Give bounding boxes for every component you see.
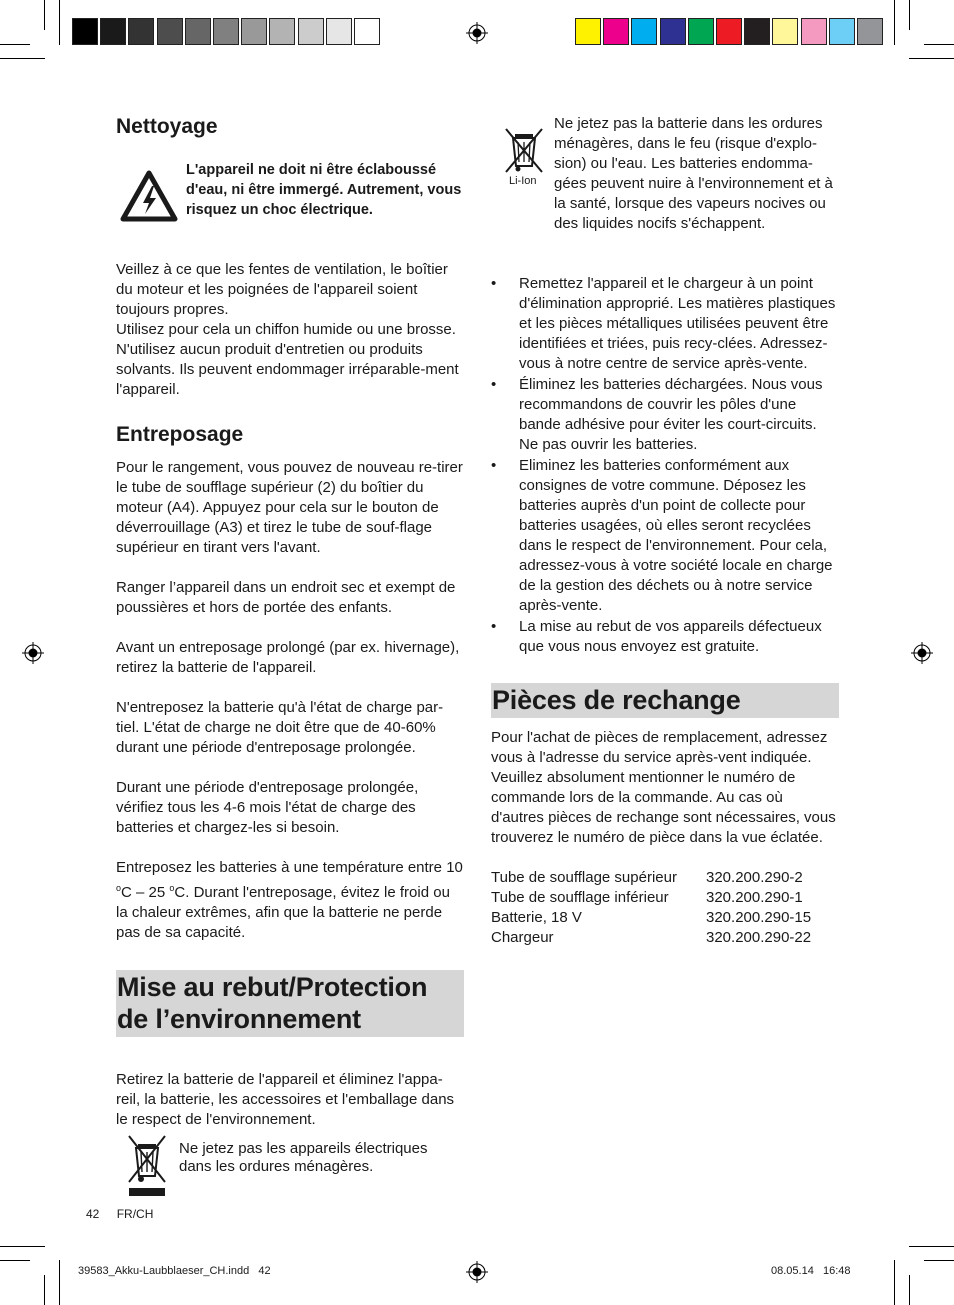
electric-shock-warning-icon <box>120 170 178 222</box>
storage-paragraph: N'entreposez la batterie qu'à l'état de charge par-tiel. L'état de charge ne doit être que de 40-60% durant une période d'entreposage prolongée. <box>116 699 444 756</box>
disposal-heading: Mise au rebut/Protection de l’environnement <box>116 970 464 1037</box>
part-name: Tube de soufflage inférieur <box>491 889 669 906</box>
page-number: 42 <box>86 1207 100 1221</box>
storage-paragraph: Pour le rangement, vous pouvez de nouveau re-tirer le tube de soufflage supérieur (2) du boîtier du moteur (A4). Appuyez pour cela sur le bouton de déverrouillage (A3) et tirez le tube de souf-flage supérieur en tirant vers l'avant. <box>116 459 463 556</box>
calibration-swatch <box>298 18 324 45</box>
registration-mark-right-icon <box>911 642 933 664</box>
slug-filename: 39583_Akku-Laubblaeser_CH.indd 42 <box>78 1265 271 1277</box>
calibration-swatch <box>688 18 714 45</box>
spare-parts-heading: Pièces de rechange <box>491 683 839 718</box>
storage-temperature-paragraph: Entreposez les batteries à une température entre 10 $^o$C – 25 $^o$C. Durant l'entreposage, évitez le froid ou la chaleur extrêmes, afin que la batterie ne perde pas de sa capacité. <box>116 859 463 941</box>
left-column <box>116 114 464 1198</box>
locale-label: FR/CH <box>116 1207 154 1221</box>
storage-paragraph: Ranger l’appareil dans un endroit sec et exempt de poussières et hors de portée des enfants. <box>116 579 456 616</box>
calibration-swatch <box>72 18 98 45</box>
crossed-out-bin-icon <box>127 1134 167 1196</box>
cleaning-heading: Nettoyage <box>116 115 218 138</box>
registration-mark-top-icon <box>466 22 488 44</box>
calibration-swatch <box>716 18 742 45</box>
calibration-swatch <box>801 18 827 45</box>
list-item: • La mise au rebut de vos appareils défectueux que vous nous envoyez est gratuite. <box>491 617 839 657</box>
calibration-swatch <box>269 18 295 45</box>
list-item: • Eliminez les batteries conformément aux consignes de votre commune. Déposez les batteries auprès d'un point de collecte pour batteries usagées, où elles seront recyclées dans le respect de l'environnement. Pour cela, adressez-vous à votre société locale en charge de la gestion des déchets ou à notre service après-vente. <box>491 456 839 616</box>
calibration-swatch <box>185 18 211 45</box>
storage-text <box>116 458 464 943</box>
battery-disposal-notice <box>491 114 839 263</box>
calibration-swatch <box>241 18 267 45</box>
list-item: • Remettez l'appareil et le chargeur à un point d'élimination approprié. Les matières plastiques et les pièces métalliques utilisées peuvent être identifiées et triées, puis recy-clées. Adressez-vous à notre centre de service après-vente. <box>491 274 839 374</box>
part-name: Tube de soufflage supérieur <box>491 869 677 886</box>
part-number: 320.200.290-2 <box>706 869 803 886</box>
slug-date: 08.05.14 16:48 <box>771 1265 851 1277</box>
calibration-swatch <box>603 18 629 45</box>
calibration-swatch <box>213 18 239 45</box>
part-number: 320.200.290-15 <box>706 909 812 926</box>
electric-shock-warning <box>116 162 464 238</box>
part-name: Chargeur <box>491 929 554 946</box>
calibration-swatch <box>575 18 601 45</box>
battery-disposal-text: Ne jetez pas la batterie dans les ordures ménagères, dans le feu (risque d'explo-sion) ou l'eau. Les batteries endomma-gées peuvent nuire à l'environnement et à la santé, lorsque des vapeurs nocives ou des liquides nocifs s'échappent. <box>554 115 833 232</box>
cleaning-paragraph-1: Veillez à ce que les fentes de ventilation, le boîtier du moteur et les poignées de l'appareil soient toujours propres. <box>116 261 448 318</box>
calibration-swatch <box>128 18 154 45</box>
cleaning-paragraph-2: Utilisez pour cela un chiffon humide ou une brosse. N'utilisez aucun produit d'entretien ou produits solvants. Ils peuvent endommager irréparable-ment l'appareil. <box>116 321 459 398</box>
storage-paragraph: Durant une période d'entreposage prolongée, vérifiez tous les 4-6 mois l'état de charge des batteries et chargez-les si besoin. <box>116 779 419 836</box>
registration-mark-left-icon <box>22 642 44 664</box>
right-column <box>491 114 839 948</box>
page-footer <box>86 1207 153 1221</box>
calibration-swatch <box>326 18 352 45</box>
calibration-swatch <box>829 18 855 45</box>
weee-notice-text: Ne jetez pas les appareils électriques dans les ordures ménagères. <box>179 1140 428 1175</box>
part-name: Batterie, 18 V <box>491 909 582 926</box>
part-number: 320.200.290-22 <box>706 929 812 946</box>
weee-notice <box>116 1132 464 1198</box>
calibration-swatch <box>354 18 380 45</box>
calibration-swatch <box>772 18 798 45</box>
calibration-swatch <box>631 18 657 45</box>
electric-shock-warning-text: L'appareil ne doit ni être éclaboussé d'eau, ni être immergé. Autrement, vous risquez un choc électrique. <box>186 162 462 218</box>
storage-paragraph: Avant un entreposage prolongé (par ex. hivernage), retirez la batterie de l'appareil. <box>116 639 460 676</box>
calibration-swatch <box>744 18 770 45</box>
calibration-swatch <box>100 18 126 45</box>
part-number: 320.200.290-1 <box>706 889 803 906</box>
calibration-swatch <box>857 18 883 45</box>
calibration-swatch <box>660 18 686 45</box>
spare-parts-paragraph: Pour l'achat de pièces de remplacement, adressez vous à l'adresse du service après-vent indiquée. Veuillez absolument mentionner le numéro de commande lors de la commande. Au cas où d'autres pièces de rechange sont nécessaires, vous trouverez le numéro de pièce dans la vue éclatée. <box>491 729 836 846</box>
calibration-swatch <box>157 18 183 45</box>
registration-mark-bottom-icon <box>466 1261 488 1283</box>
crossed-out-battery-bin-icon <box>503 128 545 176</box>
li-ion-label: Li-Ion <box>509 175 537 187</box>
disposal-bullet-list <box>491 274 839 657</box>
storage-heading: Entreposage <box>116 423 244 446</box>
spare-parts-table <box>491 868 839 948</box>
disposal-paragraph: Retirez la batterie de l'appareil et éliminez l'appa-reil, la batterie, les accessoires et l'emballage dans le respect de l'environnement. <box>116 1071 455 1128</box>
list-item: • Éliminez les batteries déchargées. Nous vous recommandons de couvrir les pôles d'une bande adhésive pour éviter les court-circuits. Ne pas ouvrir les batteries. <box>491 375 839 455</box>
